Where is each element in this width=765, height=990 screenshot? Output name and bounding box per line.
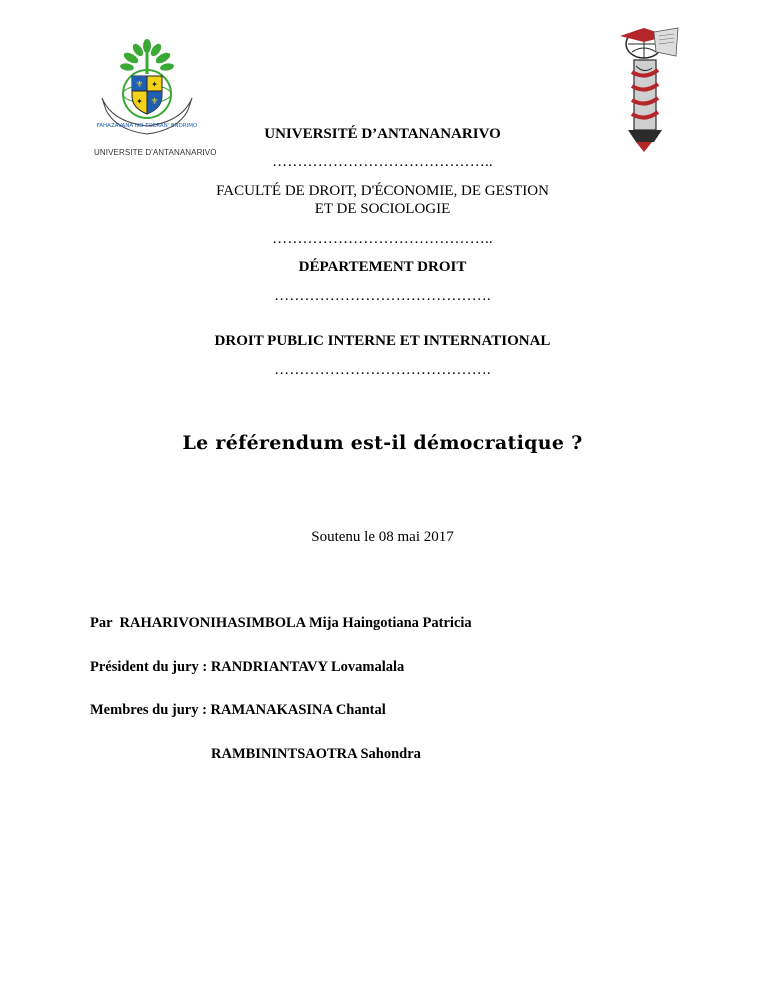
separator: ……………………………………. xyxy=(274,288,491,304)
svg-text:⚜: ⚜ xyxy=(135,80,144,90)
jury-member-2: RAMBININTSAOTRA Sahondra xyxy=(211,746,421,762)
author-line: Par RAHARIVONIHASIMBOLA Mija Haingotiana Patricia xyxy=(90,615,472,631)
faculty-name-line2: ET DE SOCIOLOGIE xyxy=(314,201,451,217)
separator: …………………………………….. xyxy=(272,154,493,170)
university-logo-caption: UNIVERSITE D'ANTANANARIVO xyxy=(94,148,217,157)
separator: …………………………………….. xyxy=(272,231,493,247)
svg-text:✦: ✦ xyxy=(151,80,158,89)
jury-president-line: Président du jury : RANDRIANTAVY Lovamalala xyxy=(90,659,405,675)
faculty-name-line1: FACULTÉ DE DROIT, D'ÉCONOMIE, DE GESTION xyxy=(216,183,549,199)
specialty-name: DROIT PUBLIC INTERNE ET INTERNATIONAL xyxy=(214,333,551,349)
crest-motto: FAHAZAVANA NO TOERAN' ENDRIMO xyxy=(96,123,198,129)
thesis-title: Le référendum est-il démocratique ? xyxy=(182,432,583,454)
separator: ……………………………………. xyxy=(274,362,491,378)
defense-date: Soutenu le 08 mai 2017 xyxy=(311,529,454,545)
university-name: UNIVERSITÉ D’ANTANANARIVO xyxy=(264,126,501,142)
department-name: DÉPARTEMENT DROIT xyxy=(298,259,467,275)
svg-text:✦: ✦ xyxy=(136,97,143,106)
svg-text:⚜: ⚜ xyxy=(150,97,159,107)
jury-members-line: Membres du jury : RAMANAKASINA Chantal xyxy=(90,702,386,718)
